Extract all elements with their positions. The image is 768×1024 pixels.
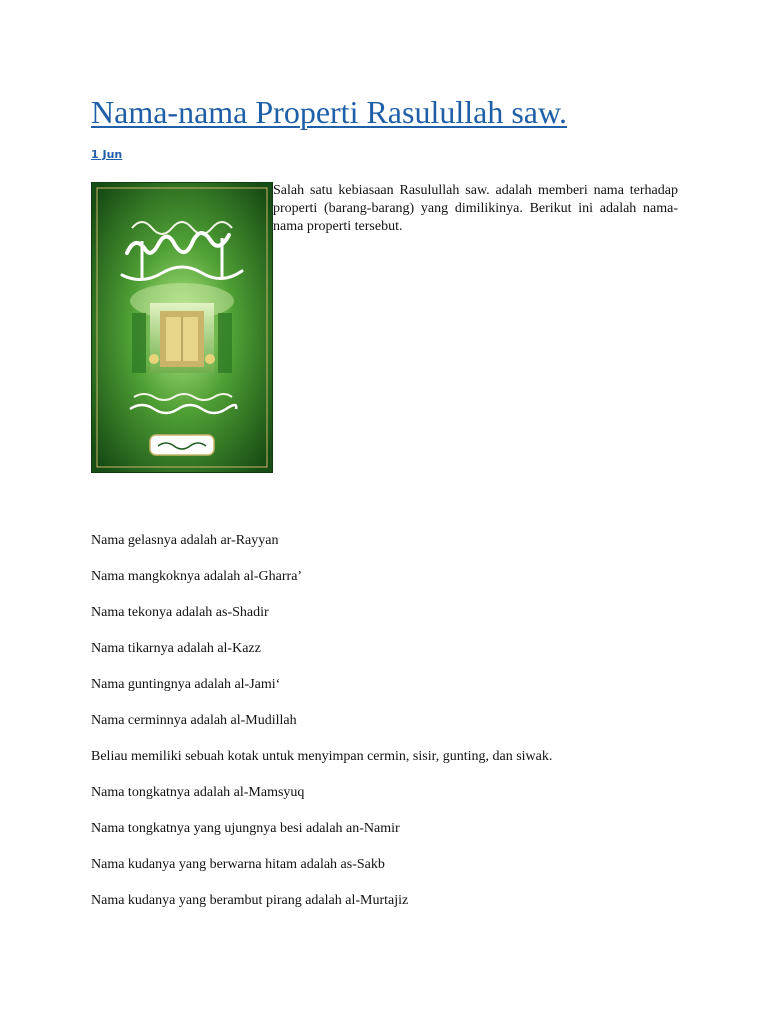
- intro-text: Salah satu kebiasaan Rasulullah saw. adalah memberi nama terhadap properti (barang-barang) yang dimilikinya. Berikut ini adalah nama-nama properti tersebut.: [273, 183, 678, 234]
- list-item: Nama guntingnya adalah al-Jami‘: [91, 677, 281, 692]
- list-item: Nama tekonya adalah as-Shadir: [91, 605, 269, 620]
- property-name-list: [91, 532, 678, 928]
- list-item: Beliau memiliki sebuah kotak untuk menyimpan cermin, sisir, gunting, dan siwak.: [91, 749, 553, 764]
- list-item: Nama tongkatnya yang ujungnya besi adalah an-Namir: [91, 821, 400, 836]
- list-item: Nama tikarnya adalah al-Kazz: [91, 641, 261, 656]
- list-item: Nama mangkoknya adalah al-Gharra’: [91, 569, 303, 584]
- post-title-link[interactable]: Nama-nama Properti Rasulullah saw.: [91, 94, 568, 130]
- list-item: Nama kudanya yang berambut pirang adalah al-Murtajiz: [91, 893, 409, 908]
- post-date-link[interactable]: 1 Jun: [91, 148, 123, 161]
- list-item: Nama gelasnya adalah ar-Rayyan: [91, 533, 279, 548]
- list-item: Nama kudanya yang berwarna hitam adalah as-Sakb: [91, 857, 385, 872]
- intro-paragraph: [91, 182, 678, 471]
- list-item: Nama tongkatnya adalah al-Mamsyuq: [91, 785, 305, 800]
- book-cover-image[interactable]: [91, 182, 273, 473]
- list-item: Nama cerminnya adalah al-Mudillah: [91, 713, 297, 728]
